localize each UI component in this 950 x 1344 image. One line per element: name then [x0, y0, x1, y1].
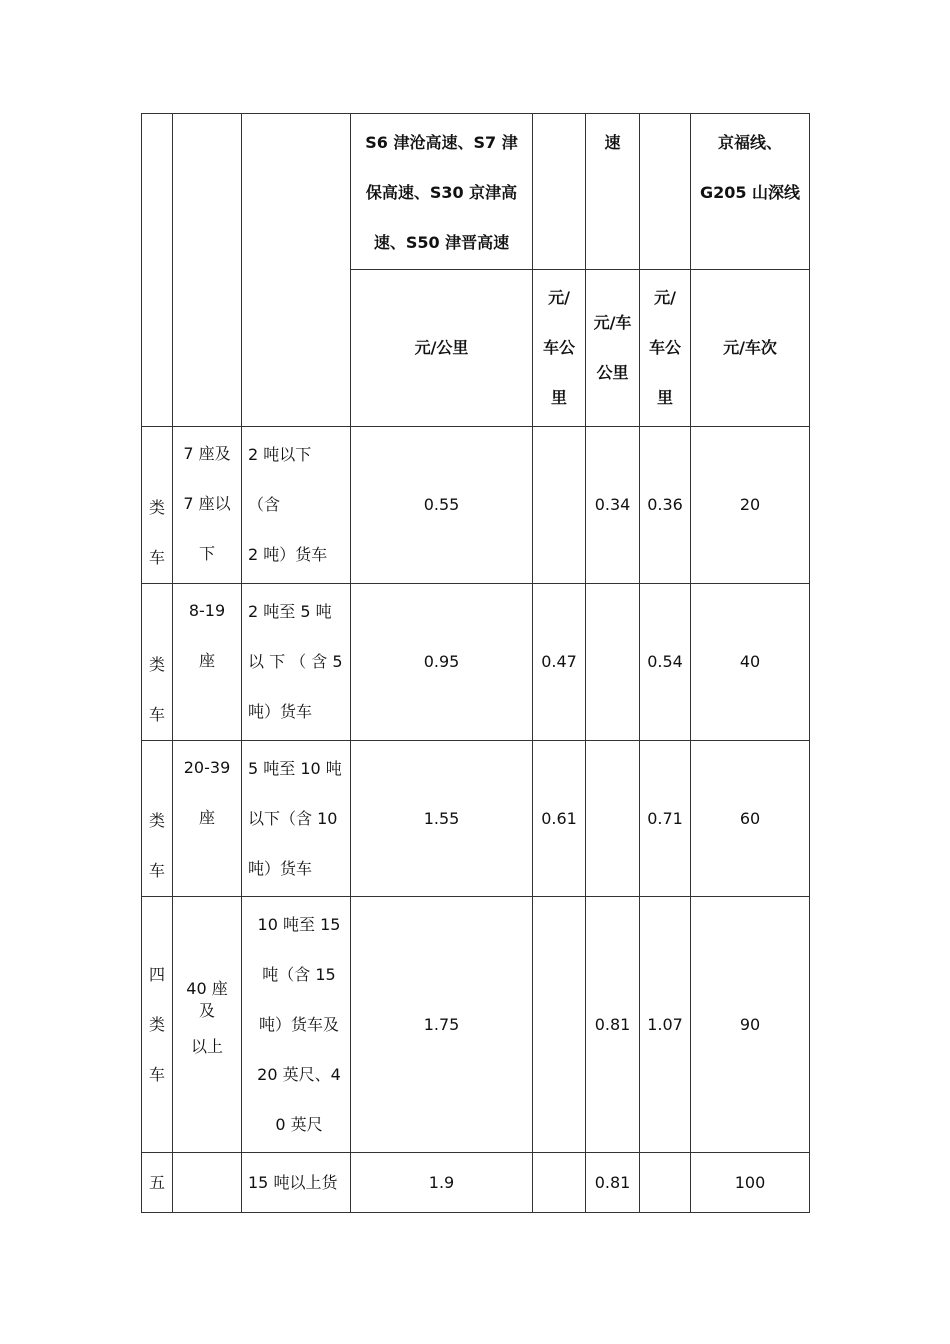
rate-col4: 0.71	[640, 741, 691, 897]
vehicle-class: 类 车	[142, 584, 173, 741]
rate-col2	[533, 427, 586, 584]
vehicle-class: 五	[142, 1153, 173, 1213]
seat-range: 20-39 座	[173, 741, 242, 897]
table-row	[142, 1153, 810, 1213]
rate-main: 1.75	[351, 897, 533, 1153]
seat-range-text: 以上	[190, 1036, 223, 1056]
rate-col2	[533, 897, 586, 1153]
truck-range: 15 吨以上货	[242, 1153, 351, 1213]
header-cell-seats	[173, 114, 242, 427]
table-row	[142, 584, 810, 741]
rate-main: 0.55	[351, 427, 533, 584]
unit-col2: 元/ 车公 里	[533, 270, 586, 427]
seat-range: 7 座及 7 座以 下	[173, 427, 242, 584]
rate-col2: 0.61	[533, 741, 586, 897]
rate-col3: 0.34	[586, 427, 640, 584]
table-row	[142, 897, 810, 1153]
rate-col3	[586, 584, 640, 741]
seat-range: 8-19 座	[173, 584, 242, 741]
truck-range: 2 吨以下 （含 2 吨）货车	[242, 427, 351, 584]
rate-col5: 20	[691, 427, 810, 584]
rate-col4: 0.36	[640, 427, 691, 584]
header-row-routes	[142, 114, 810, 270]
seat-range	[173, 897, 242, 1153]
seat-range-top	[173, 978, 241, 1072]
header-route-col2	[533, 114, 586, 270]
rate-main: 1.9	[351, 1153, 533, 1213]
rate-col4: 0.54	[640, 584, 691, 741]
rate-main: 1.55	[351, 741, 533, 897]
header-cell-truck	[242, 114, 351, 427]
rate-col2: 0.47	[533, 584, 586, 741]
header-route-col4	[640, 114, 691, 270]
table-row	[142, 427, 810, 584]
rate-col2	[533, 1153, 586, 1213]
rate-col3: 0.81	[586, 897, 640, 1153]
header-route-col3: 速	[586, 114, 640, 270]
header-route-main: S6 津沧高速、S7 津 保高速、S30 京津高 速、S50 津晋高速	[351, 114, 533, 270]
rate-main: 0.95	[351, 584, 533, 741]
header-route-col5: 京福线、 G205 山深线	[691, 114, 810, 270]
unit-col3: 元/车 公里	[586, 270, 640, 427]
rate-col5: 90	[691, 897, 810, 1153]
truck-range: 2 吨至 5 吨 以 下 （ 含 5 吨）货车	[242, 584, 351, 741]
rate-col3: 0.81	[586, 1153, 640, 1213]
unit-col5: 元/车次	[691, 270, 810, 427]
rate-col4	[640, 1153, 691, 1213]
rate-col5: 100	[691, 1153, 810, 1213]
seat-range-text: 40 座 及	[186, 978, 228, 1020]
seat-range	[173, 1153, 242, 1213]
unit-main: 元/公里	[351, 270, 533, 427]
rate-col3	[586, 741, 640, 897]
rate-col5: 60	[691, 741, 810, 897]
unit-col4: 元/ 车公 里	[640, 270, 691, 427]
table-row	[142, 741, 810, 897]
truck-range: 5 吨至 10 吨 以下（含 10 吨）货车	[242, 741, 351, 897]
rate-col4: 1.07	[640, 897, 691, 1153]
toll-rate-table	[141, 113, 810, 1213]
rate-col5: 40	[691, 584, 810, 741]
vehicle-class: 类 车	[142, 427, 173, 584]
header-cell-class	[142, 114, 173, 427]
vehicle-class: 类 车	[142, 741, 173, 897]
truck-range: 10 吨至 15 吨（含 15 吨）货车及 20 英尺、4 0 英尺	[242, 897, 351, 1153]
vehicle-class: 四 类 车	[142, 897, 173, 1153]
